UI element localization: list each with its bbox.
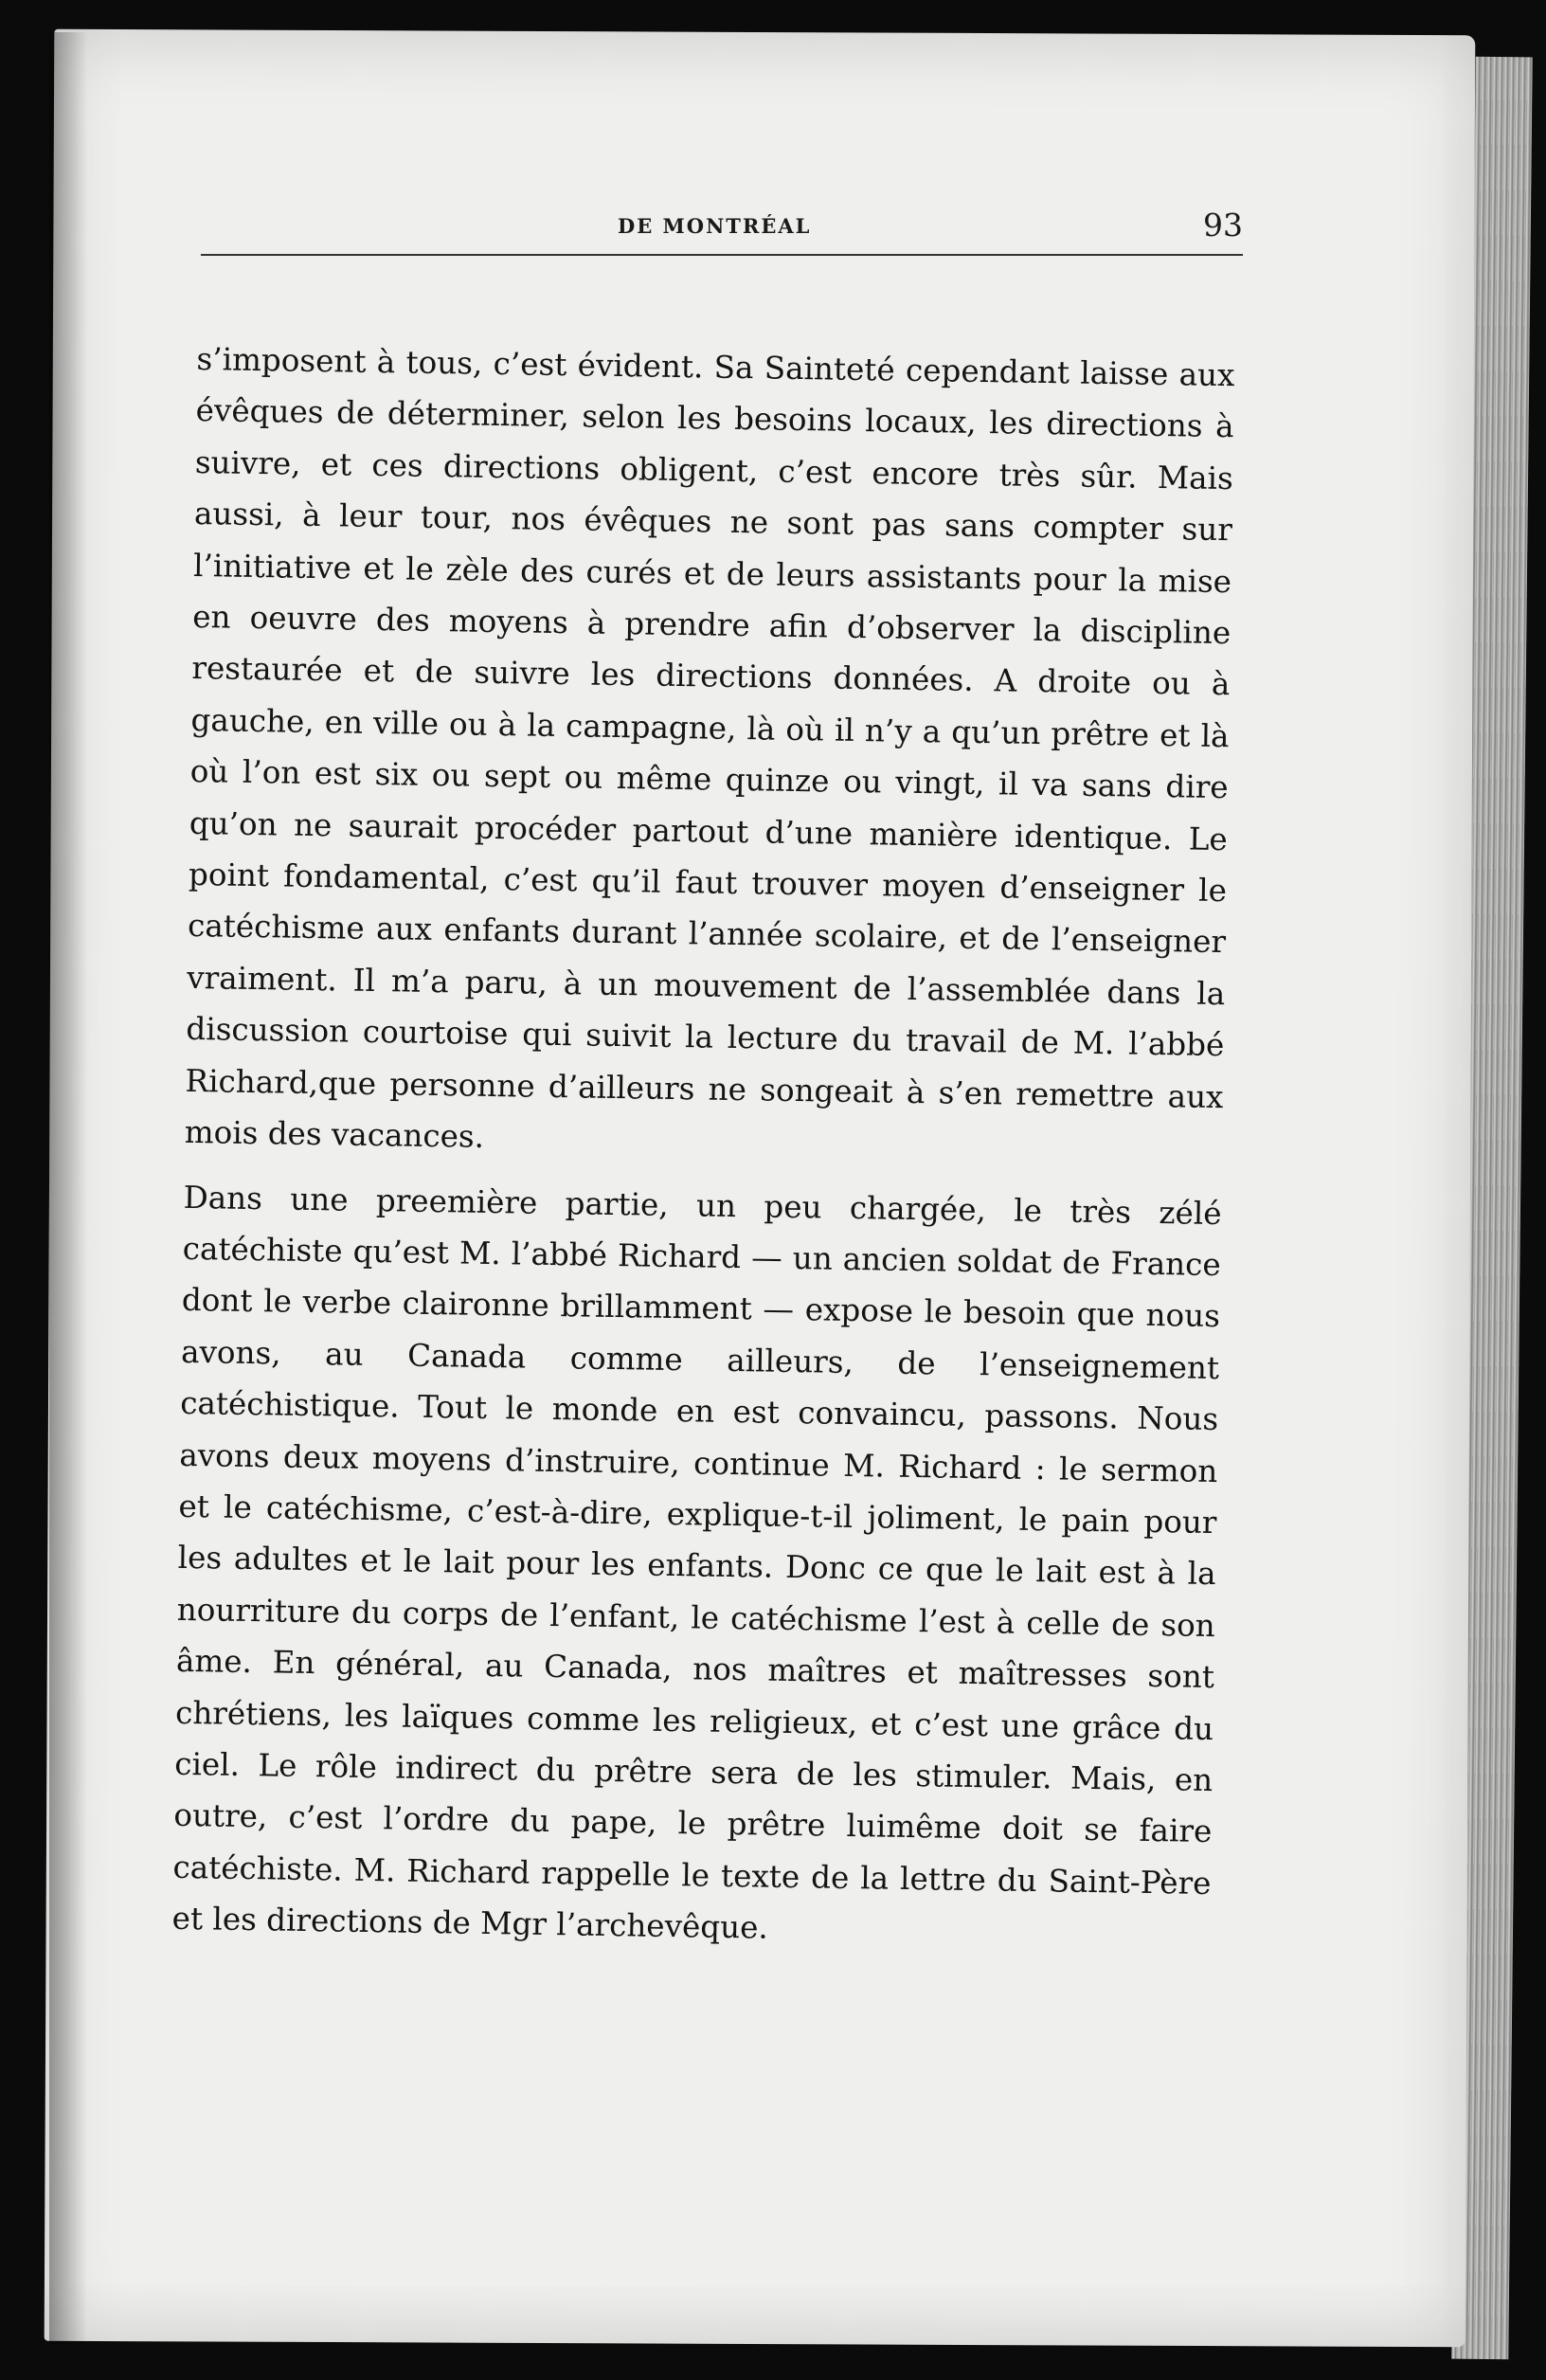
header-rule bbox=[201, 254, 1243, 256]
paragraph-1: s’imposent à tous, c’est évident. Sa Sainteté cependant laisse aux évêques de déterminer, selon les besoins locaux, les directions à suivre, et ces directions obligent, c’est encore très sûr. Mais aussi, à leur tour, nos évêques ne sont pas sans compter sur l’initiative et le zèle des curés et de leurs assistants pour la mise en oeuvre des moyens à prendre afin d’observer la discipline restaurée et de suivre les directions données. A droite ou à gauche, en ville ou à la campagne, là où il n’y a qu’un prêtre et là où l’on est six ou sept ou même quinze ou vingt, il va sans dire qu’on ne saurait procéder partout d’une manière identique. Le point fondamental, c’est qu’il faut trouver moyen d’enseigner le catéchisme aux enfants durant l’année scolaire, et de l’enseigner vraiment. Il m’a paru, à un mouvement de l’assemblée dans la discussion courtoise qui suivit la lecture du travail de M. l’abbé Richard,que personne d’ailleurs ne songeait à s’en remettre aux mois des vacances. bbox=[184, 340, 1235, 1155]
page-number: 93 bbox=[1203, 207, 1243, 243]
paragraph-2: Dans une preemière partie, un peu chargée, le très zélé catéchiste qu’est M. l’abbé Richard — un ancien soldat de France dont le verbe claironne brillamment — expose le besoin que nous avons, au Canada comme ailleurs, de l’enseignement catéchistique. Tout le monde en est convaincu, passons. Nous avons deux moyens d’instruire, continue M. Richard : le sermon et le catéchisme, c’est-à-dire, explique-t-il joliment, le pain pour les adultes et le lait pour les enfants. Donc ce que le lait est à la nourriture du corps de l’enfant, le catéchisme l’est à celle de son âme. En général, au Canada, nos maîtres et maîtresses sont chrétiens, les laïques comme les religieux, et c’est une grâce du ciel. Le rôle indirect du prêtre sera de les stimuler. Mais, en outre, c’est l’ordre du pape, le prêtre luimême doit se faire catéchiste. M. Richard rappelle le texte de la lettre du Saint-Père et les directions de Mgr l’archevêque. bbox=[171, 1179, 1222, 1946]
page-gutter-shadow bbox=[49, 32, 87, 2344]
page-header bbox=[201, 207, 1243, 263]
running-head: DE MONTRÉAL bbox=[618, 214, 812, 238]
body-text bbox=[171, 334, 1235, 1961]
